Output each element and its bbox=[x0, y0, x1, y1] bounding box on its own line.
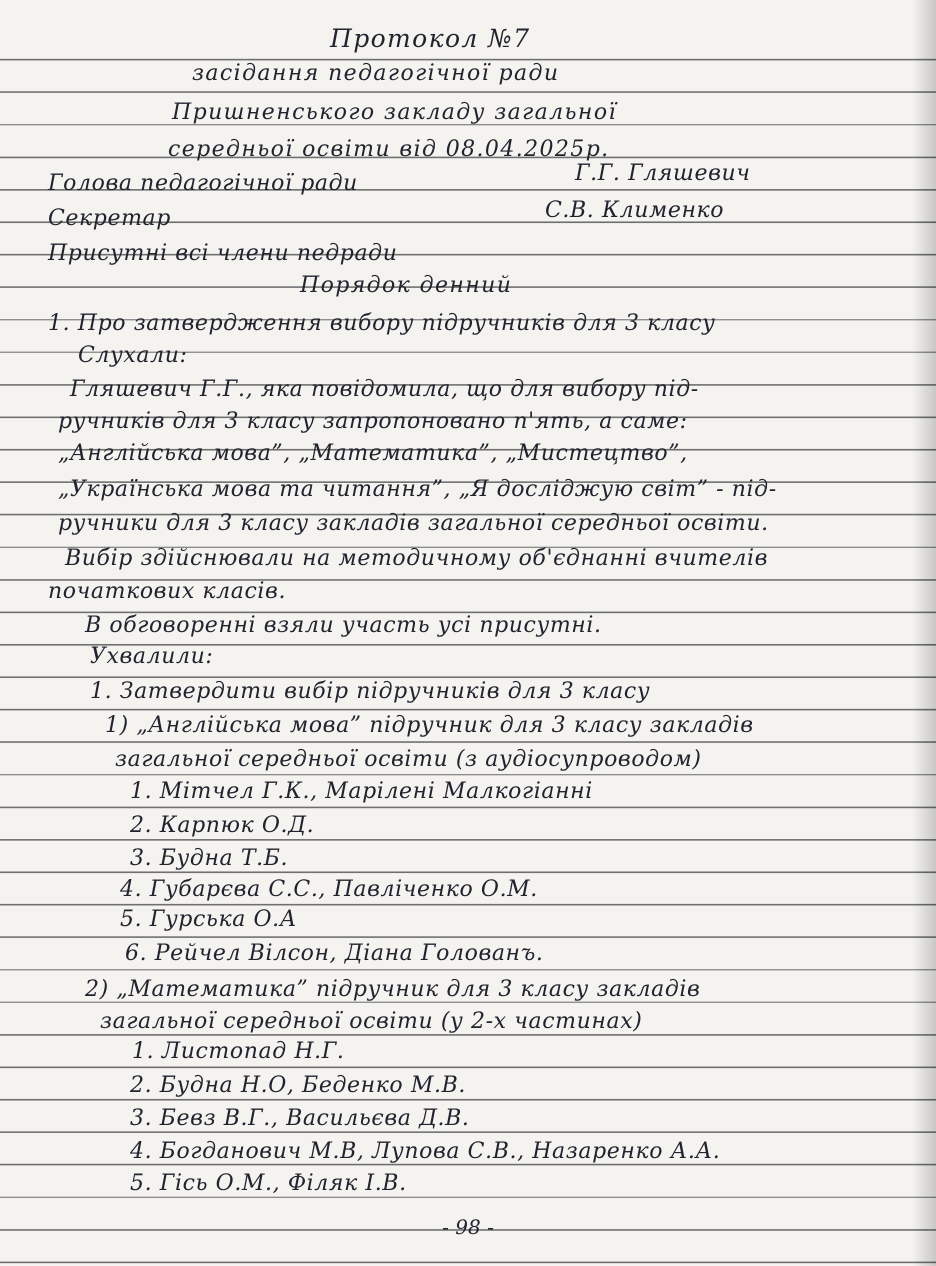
heard-line: „Англійська мова”, „Математика”, „Мистецтво”, bbox=[58, 441, 688, 466]
heard-label: Слухали: bbox=[78, 343, 188, 368]
chair-name: Г.Г. Гляшевич bbox=[575, 161, 751, 186]
decision-item-1: 1. Затвердити вибір підручників для 3 класу bbox=[90, 679, 651, 704]
heard-line: Вибір здійснювали на методичному об'єднанні вчителів bbox=[65, 546, 768, 571]
author-entry: 6. Рейчел Вілсон, Діана Голованъ. bbox=[125, 941, 544, 966]
author-entry: 1. Мітчел Г.К., Марілені Малкогіанні bbox=[130, 779, 593, 804]
secretary-name: С.В. Клименко bbox=[545, 198, 725, 223]
author-entry: 3. Будна Т.Б. bbox=[130, 846, 289, 871]
present-line: Присутні всі члени педради bbox=[48, 241, 398, 266]
school-line: Пришненського закладу загальної bbox=[172, 100, 617, 125]
decided-label: Ухвалили: bbox=[90, 644, 214, 669]
math-textbook-line: 2) „Математика” підручник для 3 класу закладів bbox=[85, 977, 701, 1002]
heard-line: початкових класів. bbox=[48, 579, 287, 604]
author-entry: 3. Бевз В.Г., Васильєва Д.В. bbox=[130, 1106, 470, 1131]
meeting-line: засідання педагогічної ради bbox=[192, 61, 560, 86]
secretary-label: Секретар bbox=[48, 206, 171, 231]
english-textbook-line: загальної середньої освіти (з аудіосупроводом) bbox=[115, 747, 702, 772]
author-entry: 5. Гісь О.М., Філяк І.В. bbox=[130, 1171, 407, 1196]
chair-label: Голова педагогічної ради bbox=[48, 171, 358, 196]
author-entry: 2. Карпюк О.Д. bbox=[130, 813, 315, 838]
heard-line: ручники для 3 класу закладів загальної середньої освіти. bbox=[58, 511, 769, 536]
agenda-heading: Порядок денний bbox=[300, 273, 513, 298]
date-line: середньої освіти від 08.04.2025р. bbox=[168, 137, 610, 162]
author-entry: 1. Листопад Н.Г. bbox=[132, 1039, 345, 1064]
author-entry: 2. Будна Н.О, Беденко М.В. bbox=[130, 1073, 466, 1098]
heard-line: Гляшевич Г.Г., яка повідомила, що для вибору під- bbox=[70, 377, 699, 402]
author-entry: 5. Гурська О.А bbox=[120, 907, 298, 932]
author-entry: 4. Богданович М.В, Лупова С.В., Назаренко А.А. bbox=[130, 1139, 721, 1164]
agenda-item-1: 1. Про затвердження вибору підручників для 3 класу bbox=[48, 311, 716, 336]
heard-line: „Українська мова та читання”, „Я досліджую світ” - під- bbox=[58, 477, 777, 502]
discussion-line: В обговоренні взяли участь усі присутні. bbox=[85, 613, 602, 638]
page-number: - 98 - bbox=[442, 1215, 494, 1239]
protocol-title: Протокол №7 bbox=[330, 24, 531, 53]
english-textbook-line: 1) „Англійська мова” підручник для 3 класу закладів bbox=[105, 713, 754, 738]
author-entry: 4. Губарєва С.С., Павліченко О.М. bbox=[120, 877, 538, 902]
heard-line: ручників для 3 класу запропоновано п'ять, а саме: bbox=[58, 409, 688, 434]
math-textbook-line: загальної середньої освіти (у 2-х частинах) bbox=[100, 1009, 643, 1034]
